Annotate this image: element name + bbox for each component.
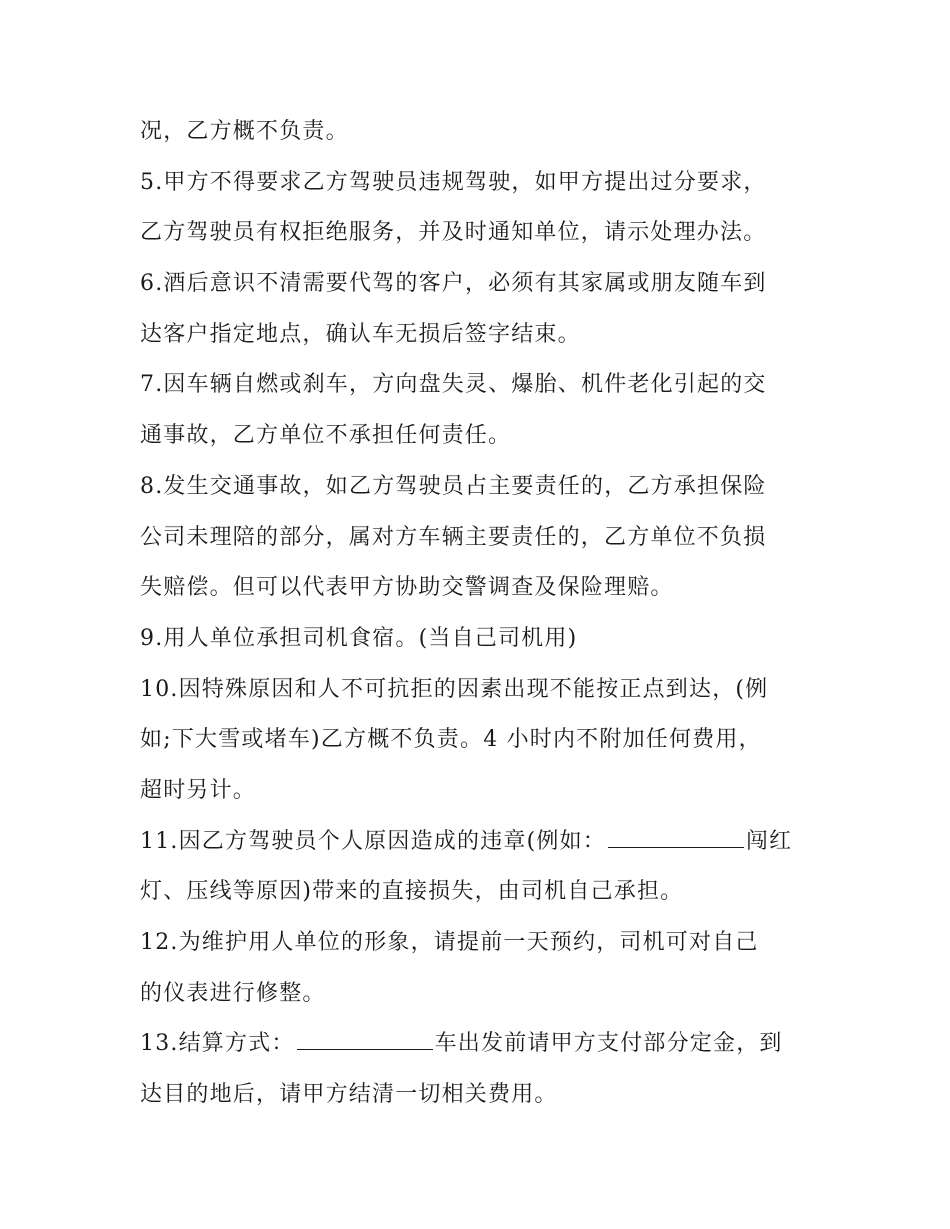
text-line: 况，乙方概不负责。 — [140, 119, 349, 144]
clause-5-line-1: 5.甲方不得要求乙方驾驶员违规驾驶，如甲方提出过分要求， — [140, 169, 767, 195]
clause-10-line-2: 如;下大雪或堵车)乙方概不负责。4 小时内不附加任何费用， — [140, 727, 762, 753]
clause-13-text-before: 13.结算方式： — [140, 1031, 295, 1057]
clause-8-line-1: 8.发生交通事故，如乙方驾驶员占主要责任的，乙方承担保险 — [140, 473, 767, 499]
clause-10-line-3: 超时另计。 — [140, 777, 257, 803]
clause-8-line-3: 失赔偿。但可以代表甲方协助交警调查及保险理赔。 — [140, 575, 674, 601]
clause-13-line-2: 达目的地后，请甲方结清一切相关费用。 — [140, 1082, 558, 1108]
clause-8-line-2: 公司未理陪的部分，属对方车辆主要责任的，乙方单位不负损 — [140, 524, 767, 550]
clause-7-line-1: 7.因车辆自燃或刹车，方向盘失灵、爆胎、机件老化引起的交 — [140, 372, 767, 398]
clause-7-line-2: 通事故，乙方单位不承担任何责任。 — [140, 423, 512, 449]
clause-10-line-1: 10.因特殊原因和人不可抗拒的因素出现不能按正点到达，(例 — [140, 676, 769, 702]
clause-13-line-1 — [140, 1019, 820, 1070]
fill-in-blank — [297, 1023, 433, 1050]
clause-6-line-1: 6.酒后意识不清需要代驾的客户，必须有其家属或朋友随车到 — [140, 271, 767, 297]
clause-5-line-2: 乙方驾驶员有权拒绝服务，并及时通知单位，请示处理办法。 — [140, 220, 767, 246]
clause-6-line-2: 达客户指定地点，确认车无损后签字结束。 — [140, 321, 581, 347]
clause-12-line-1: 12.为维护用人单位的形象，请提前一天预约，司机可对自己 — [140, 930, 759, 955]
fill-in-blank — [608, 821, 744, 848]
clause-11-text-before: 11.因乙方驾驶员个人原因造成的违章(例如： — [140, 828, 606, 854]
clause-11-text-after: 闯红 — [745, 828, 793, 854]
clause-11-line-1 — [140, 817, 820, 868]
clause-12-line-2: 的仪表进行修整。 — [140, 980, 326, 1006]
clause-13-text-after: 车出发前请甲方支付部分定金，到 — [434, 1031, 783, 1057]
clause-11-line-2: 灯、压线等原因)带来的直接损失，由司机自己承担。 — [140, 879, 684, 905]
document-body — [140, 107, 820, 1121]
clause-9-line-1: 9.用人单位承担司机食宿。(当自己司机用) — [140, 625, 578, 651]
